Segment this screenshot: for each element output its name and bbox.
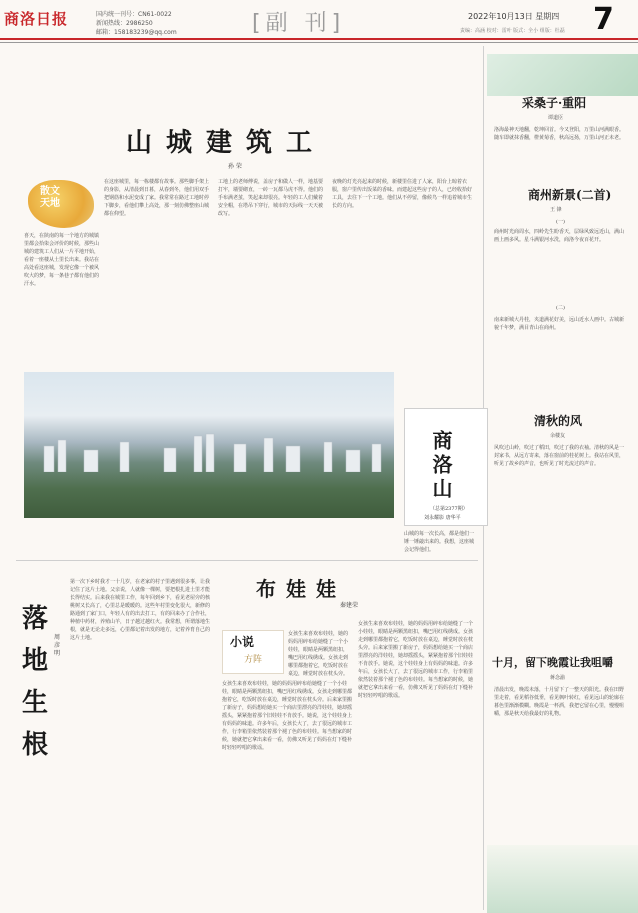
flower-illustration bbox=[28, 180, 94, 228]
article-text-column: 第一次下乡时我才一十几岁，在老家的村子里遇到很多事，让我记住了这片土地。父亲说，人就像一棵树，要把根扎进土里才能长得结实。后来我在城里工作，每年回到乡下，看见老屋旁的核桃树又长高了，心里总是暖暖的。这些年村里变化很大，新修的路通到了家门口，年轻人有的出去打工，有的回来办了合作社，种植中药材，养殖山羊，日子越过越红火。我常想，所谓落地生根，就是无论走多远，心里都记着出发的地方，记着养育自己的这片土地。 bbox=[70, 579, 211, 641]
masthead-info bbox=[96, 10, 177, 37]
poem-author: 余楼友 bbox=[550, 433, 566, 439]
article-author: 秦建荣 bbox=[340, 602, 359, 609]
article-text-column: 工地上的老师傅说，盖房子和做人一样，地基要打牢，墙要砌直，一砖一瓦都马虎不得。他们的手布满老茧，笑起来却很亮。年轻的工人们戴着安全帽，在塔吊下穿行，城市的天际线一天天被改写。 bbox=[218, 179, 324, 217]
article-text-column: 在这座城里，每一栋楼都有故事。那些脚手架上的身影，从清晨到日暮，从春到冬，他们用双手把钢筋和水泥变成了家。我常常在路过工地时停下脚步，看他们攀上高处，那一刻仿佛整座山城都在仰望。 bbox=[104, 179, 210, 217]
article-title: 落地生根 bbox=[22, 604, 49, 760]
photo-issue: （总第2377期） bbox=[430, 506, 468, 512]
decorative-band bbox=[487, 54, 638, 96]
column-box-title: 小说 bbox=[230, 635, 255, 649]
city-photo bbox=[24, 372, 394, 518]
article-author: 周彦明 bbox=[54, 634, 61, 657]
skyline-icon bbox=[24, 432, 394, 472]
section-divider bbox=[16, 560, 478, 561]
poem-text: 商州时光商周水，四岭先生盼香天，层绿风致远近山，满山画上画多风。星斗满银河水洗，商洛今夜百花开。 bbox=[494, 229, 625, 243]
poem-part-label: (二) bbox=[556, 305, 565, 311]
section-title: [副 刊] bbox=[252, 11, 346, 36]
column-label: 散文 天地 bbox=[40, 186, 60, 209]
article-text-column: 喜天，在陕南的每一个地方的城镇里都会拾柒会评价的时候，那些山城的建筑工人们从一片平地开始，看着一座楼从土里长出来。我站在高处看这座城，发现它像一个被风吹大的梦，每一条巷子都有他们的汗水。 bbox=[24, 233, 100, 287]
article-author: 孙 荣 bbox=[228, 163, 242, 170]
masthead-rule-thin bbox=[0, 42, 638, 43]
article-text-column: 女孩生来喜欢布娃娃，她的妈妈用碎布给她缝了一个小娃娃，眼睛是两颗黑纽扣，嘴巴用红线绣成。女孩走到哪里都抱着它，吃饭时放在桌边，睡觉时放在枕头旁。后来家里搬了新房子，妈妈想给她买一个商店里漂亮的洋娃娃，她却摇摇头，紧紧抱着那个旧娃娃不肯放手。她说，这个娃娃身上有妈妈的味道。许多年后，女孩长大了，去了很远的城市工作，行李箱里依然装着那个褪了色的布娃娃。每当想家的时候，她就把它拿出来看一看，仿佛又听见了妈妈在灯下缝补时轻轻哼唱的歌谣。 bbox=[222, 681, 352, 751]
poem-title: 清秋的风 bbox=[534, 414, 583, 428]
poem-author: 王 锋 bbox=[550, 207, 562, 213]
masthead bbox=[0, 0, 638, 38]
poem-title: 十月，留下晚霞让我咀嚼 bbox=[492, 656, 613, 669]
poem-text: 风吹过山岭，吹过了稻田，吹过了我的衣袖。清秋的风是一封家书，从远方寄来，落在窗前的桂花树上。我站在风里，听见了故乡的声音，也听见了时光流过的声音。 bbox=[494, 445, 625, 467]
newspaper-logo: 商洛日报 bbox=[4, 10, 69, 28]
article-title: 布娃娃 bbox=[256, 577, 346, 601]
masthead-info-line: 邮箱：158183239@qq.com bbox=[96, 29, 177, 36]
poem-text: 洛海最神天地翻，乾坤回首。今又登阳，万里山河满眼香。 随车即就抹香翻，橙黄菊香，秋高远扬，万里山河正未老。 bbox=[494, 127, 625, 141]
poem-title: 商州新景(二首) bbox=[528, 188, 612, 202]
poem-part-label: (一) bbox=[556, 219, 565, 225]
page-number: 7 bbox=[593, 2, 614, 37]
article-title: 山城建筑工 bbox=[126, 128, 327, 158]
masthead-rule bbox=[0, 38, 638, 40]
poem-title: 采桑子·重阳 bbox=[522, 96, 587, 110]
decorative-band-bottom bbox=[487, 845, 638, 913]
poem-text: 清晨出发，晚霞未落，十月留下了一整天的阳光。我在田野里走着，看见稻谷低垂，看见枫叶转红，看见远山的轮廓在暮色里渐渐模糊。晚霞是一杯酒，我把它留在心里，慢慢咀嚼，那是秋天给我最好的礼物。 bbox=[494, 687, 625, 717]
poem-text: 南来新城大丹桂，夹道满花好美，远山近水人画中。古城新貌千年梦，满目青山在商州。 bbox=[494, 317, 625, 331]
poem-author: 谭道臣 bbox=[548, 115, 564, 121]
editor-credits: 责编：高涵 校对：雷叶 版式：全小 组版：杜磊 bbox=[460, 28, 565, 34]
masthead-info-line: 国内统一刊号：CN61-0022 bbox=[96, 11, 172, 18]
article-text-column: 女孩生来喜欢布娃娃，她的妈妈用碎布给她缝了一个小娃娃，眼睛是两颗黑纽扣，嘴巴用红线绣成。女孩走到哪里都抱着它，吃饭时放在桌边，睡觉时放在枕头旁。后来家里搬了新房子，妈妈想给她买一个商店里漂亮的洋娃娃，她却摇摇头，紧紧抱着那个旧娃娃不肯放手。她说，这个娃娃身上有妈妈的味道。许多年后，女孩长大了，去了很远的城市工作，行李箱里依然装着那个褪了色的布娃娃。每当想家的时候，她就把它拿出来看一看，仿佛又听见了妈妈在灯下缝补时轻轻哼唱的歌谣。 bbox=[358, 621, 474, 699]
column-box-subtitle: 方阵 bbox=[244, 655, 263, 665]
photo-title: 商洛山 bbox=[429, 430, 453, 502]
photo-credit: 刘永耀影 唐华平 bbox=[424, 515, 461, 521]
masthead-info-line: 新闻热线：2986250 bbox=[96, 20, 153, 27]
issue-date: 2022年10月13日 星期四 bbox=[468, 12, 560, 21]
article-text-column: 夜晚的灯光亮起来的时候，新楼里住进了人家，阳台上晾着衣服，窗户里传出饭菜的香味。而建起这些房子的人，已经收拾好工具，去往下一个工地。他们从不停留，像候鸟一样追着城市生长的方向。 bbox=[332, 179, 473, 209]
poem-author: 蒋念渝 bbox=[550, 675, 566, 681]
article-text-column: 山城的每一次长高，都是他们一锤一锤敲出来的。我想，这座城会记得他们。 bbox=[404, 531, 475, 553]
article-text-column: 女孩生来喜欢布娃娃，她的妈妈用碎布给她缝了一个小娃娃，眼睛是两颗黑纽扣，嘴巴用红线绣成。女孩走到哪里都抱着它，吃饭时放在桌边，睡觉时放在枕头旁。 bbox=[288, 631, 349, 676]
